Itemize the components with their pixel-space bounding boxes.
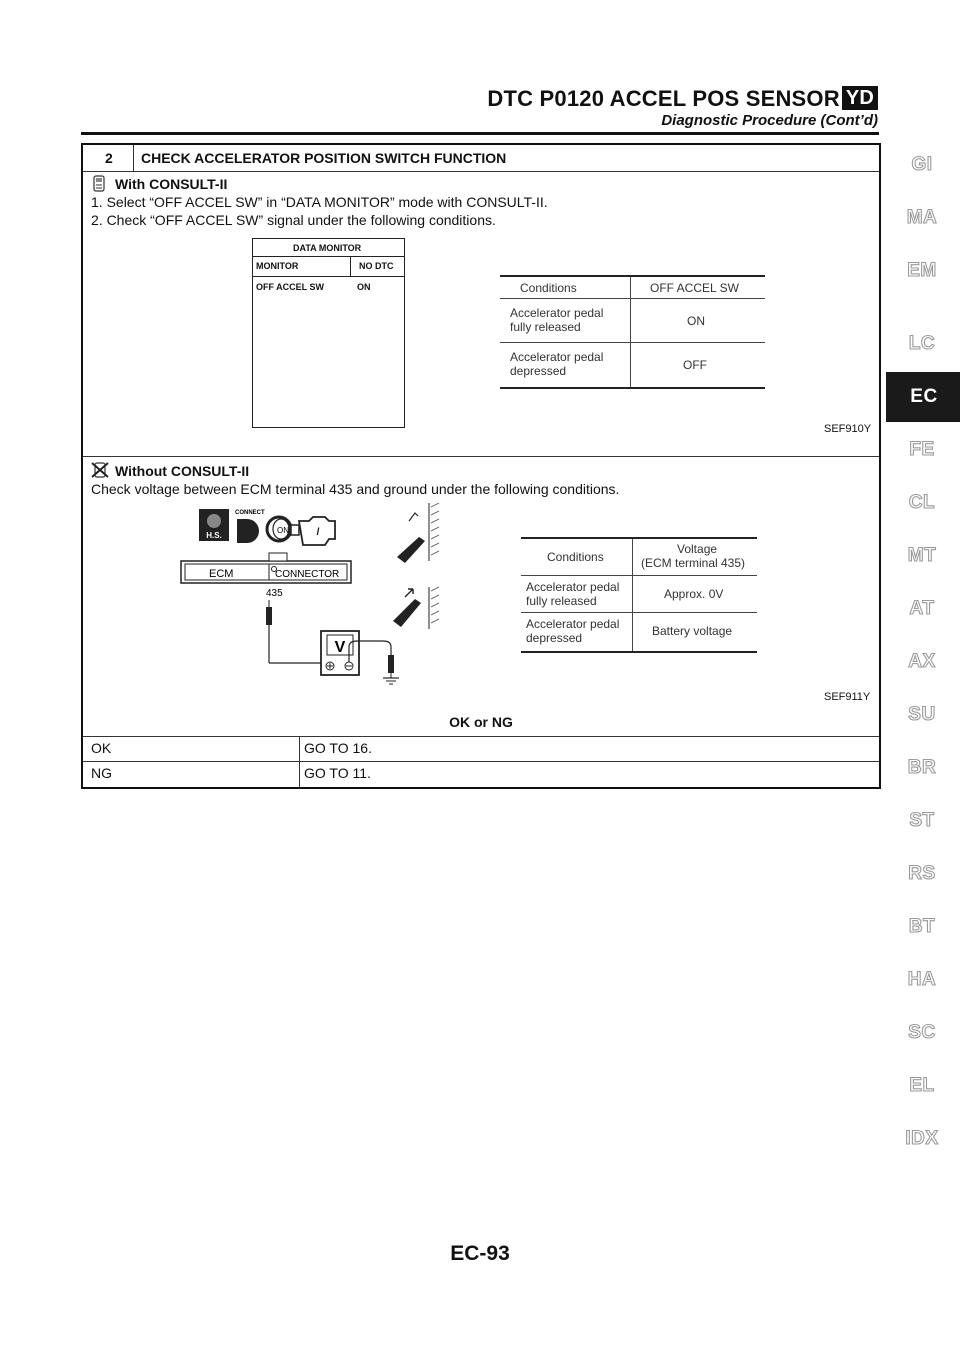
ecm-label: ECM xyxy=(209,568,234,580)
data-monitor-col-status: NO DTC xyxy=(359,261,394,271)
result-rule-1 xyxy=(83,736,879,737)
header-rule xyxy=(81,132,879,135)
voltage-check-diagram xyxy=(169,503,469,688)
tab-rs[interactable]: RS xyxy=(908,863,936,884)
step-divider xyxy=(133,145,134,171)
tab-cl[interactable]: CL xyxy=(908,492,936,513)
tab-fe[interactable]: FE xyxy=(909,439,935,460)
connect-icon xyxy=(235,510,265,543)
with-consult-step-1: 1. Select “OFF ACCEL SW” in “DATA MONITOR” mode with CONSULT-II. xyxy=(91,194,548,210)
consult-row2-cond-b: depressed xyxy=(510,364,567,378)
consult-table-header-value: OFF ACCEL SW xyxy=(650,281,739,295)
page-subtitle: Diagnostic Procedure (Cont’d) xyxy=(661,112,878,129)
terminal-label: 435 xyxy=(266,588,283,599)
tab-em[interactable]: EM xyxy=(907,260,937,281)
data-monitor-screen xyxy=(252,238,405,428)
tab-su[interactable]: SU xyxy=(908,704,936,725)
result-ok-status: OK xyxy=(91,740,112,756)
data-monitor-value: ON xyxy=(357,282,371,292)
without-consult-instruction: Check voltage between ECM terminal 435 and ground under the following conditions. xyxy=(91,481,620,497)
voltage-table-header-voltage: Voltage xyxy=(677,542,718,556)
voltage-table-header-conditions: Conditions xyxy=(547,550,604,564)
section-rule-1 xyxy=(83,456,879,457)
data-monitor-col-monitor: MONITOR xyxy=(256,261,299,271)
step-title: CHECK ACCELERATOR POSITION SWITCH FUNCTION xyxy=(141,150,507,166)
tab-ma[interactable]: MA xyxy=(906,207,938,228)
ecm-connector xyxy=(181,553,351,583)
no-tester-icon xyxy=(91,461,109,479)
ok-ng-label: OK or NG xyxy=(449,714,513,730)
voltage-row1-cond-b: fully released xyxy=(526,594,597,608)
procedure-box xyxy=(81,143,881,789)
tab-el[interactable]: EL xyxy=(909,1075,935,1096)
consult-row2-value: OFF xyxy=(683,358,707,372)
figure-ref-1: SEF910Y xyxy=(824,423,872,435)
consult-row2-cond-a: Accelerator pedal xyxy=(510,350,604,364)
hs-label: H.S. xyxy=(206,531,222,540)
result-ng-action: GO TO 11. xyxy=(304,765,371,781)
with-consult-step-2: 2. Check “OFF ACCEL SW” signal under the following conditions. xyxy=(91,212,496,228)
voltmeter xyxy=(321,631,359,675)
voltage-row2-cond-a: Accelerator pedal xyxy=(526,617,620,631)
without-consult-heading: Without CONSULT-II xyxy=(115,463,250,479)
page-number: EC-93 xyxy=(450,1242,510,1265)
meter-label: V xyxy=(334,639,346,656)
voltage-table-header-terminal: (ECM terminal 435) xyxy=(641,556,746,570)
data-monitor-title: DATA MONITOR xyxy=(293,243,362,253)
tab-bt[interactable]: BT xyxy=(908,916,936,937)
voltage-row2-cond-b: depressed xyxy=(526,631,583,645)
pedal-released-graphic xyxy=(397,503,439,563)
step-header-rule xyxy=(83,171,879,172)
hood-switch-icon xyxy=(199,509,229,541)
result-column-divider xyxy=(299,736,300,787)
step-number: 2 xyxy=(105,150,113,166)
tab-sc[interactable]: SC xyxy=(908,1022,936,1043)
result-ng-status: NG xyxy=(91,765,112,781)
tab-ec[interactable]: EC xyxy=(886,372,960,422)
tab-idx[interactable]: IDX xyxy=(905,1128,939,1149)
consult-row1-cond-b: fully released xyxy=(510,320,581,334)
tab-st[interactable]: ST xyxy=(909,810,935,831)
figure-ref-2: SEF911Y xyxy=(824,691,871,703)
engine-badge: YD xyxy=(842,86,878,110)
connector-label: CONNECTOR xyxy=(275,569,340,580)
tab-gi[interactable]: GI xyxy=(911,154,933,175)
tab-lc[interactable]: LC xyxy=(908,333,936,354)
page-title xyxy=(0,86,878,112)
consult-conditions-table xyxy=(500,275,765,389)
tab-at[interactable]: AT xyxy=(909,598,935,619)
tab-ha[interactable]: HA xyxy=(907,969,937,990)
with-consult-heading: With CONSULT-II xyxy=(115,176,228,192)
pedal-depressed-graphic xyxy=(393,587,439,629)
result-ok-action: GO TO 16. xyxy=(304,740,372,756)
page-title-text: DTC P0120 ACCEL POS SENSOR xyxy=(487,86,840,111)
consult-tester-icon xyxy=(91,175,107,193)
voltage-row1-value: Approx. 0V xyxy=(664,587,724,601)
tab-ax[interactable]: AX xyxy=(908,651,936,672)
engine-icon xyxy=(291,517,335,545)
result-rule-2 xyxy=(83,761,879,762)
voltage-conditions-table xyxy=(521,537,757,653)
voltage-row1-cond-a: Accelerator pedal xyxy=(526,580,620,594)
consult-row1-value: ON xyxy=(687,314,705,328)
on-label: ON xyxy=(277,526,289,535)
svg-text:/: / xyxy=(316,527,320,538)
tab-mt[interactable]: MT xyxy=(907,545,937,566)
consult-table-header-conditions: Conditions xyxy=(520,281,577,295)
tab-br[interactable]: BR xyxy=(907,757,937,778)
voltage-row2-value: Battery voltage xyxy=(652,624,733,638)
consult-row1-cond-a: Accelerator pedal xyxy=(510,306,604,320)
connect-label: CONNECT xyxy=(235,510,265,516)
data-monitor-item: OFF ACCEL SW xyxy=(256,282,324,292)
ignition-on-icon xyxy=(267,517,291,541)
